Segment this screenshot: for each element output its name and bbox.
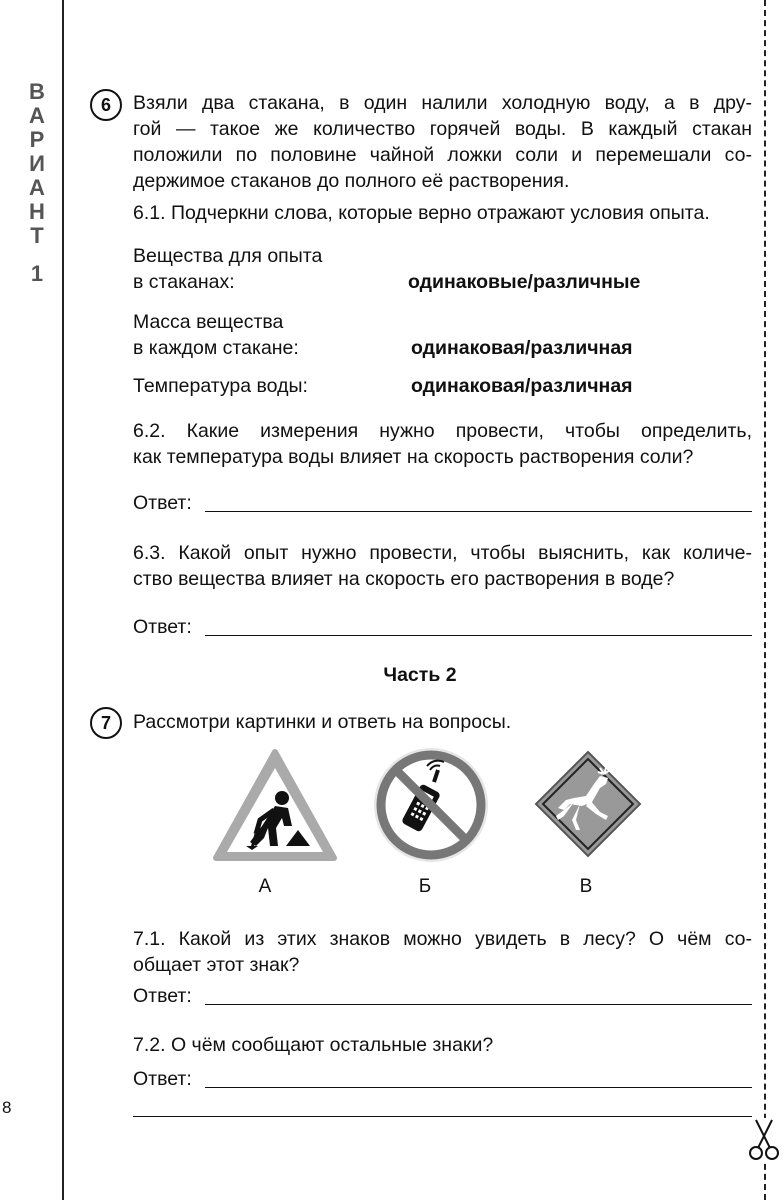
task-number-7: 7	[90, 707, 122, 739]
answer-line[interactable]	[133, 1116, 752, 1117]
answer-line[interactable]	[205, 511, 752, 512]
task6-intro-line: гой — такое же количество горячей воды. В каждый стакан	[133, 118, 752, 140]
variant-letter: И	[29, 151, 45, 176]
road-works-sign-icon	[212, 748, 338, 862]
question-6-3-line: 6.3. Какой опыт нужно провести, чтобы выяснить, как количе-	[133, 542, 752, 564]
no-mobile-phone-sign-icon	[372, 746, 490, 864]
answer-line[interactable]	[205, 635, 752, 636]
answer-label: Ответ:	[133, 616, 192, 638]
question-6-3-line: ство вещества влияет на скорость его растворения в воде?	[133, 568, 675, 590]
question-6-2-line: как температура воды влияет на скорость растворения соли?	[133, 446, 694, 468]
question-7-2: 7.2. О чём сообщают остальные знаки?	[133, 1034, 494, 1056]
question-7-1-line: 7.1. Какой из этих знаков можно увидеть в лесу? О чём со-	[133, 928, 752, 950]
variant-letter: Т	[30, 223, 44, 248]
task6-intro-line: Взяли два стакана, в один налили холодную воду, а в дру-	[133, 92, 752, 114]
question-6-2-line: 6.2. Какие измерения нужно провести, чтобы определить,	[133, 420, 752, 442]
variant-number: 1	[30, 261, 44, 286]
variant-letter: Р	[29, 127, 45, 152]
answer-options[interactable]: одинаковая/различная	[411, 337, 633, 359]
answer-line[interactable]	[205, 1087, 752, 1088]
answer-label: Ответ:	[133, 492, 192, 514]
row-label: Вещества для опыта	[133, 245, 323, 267]
cut-line	[764, 0, 766, 1200]
row-label: Температура воды:	[133, 375, 308, 397]
task6-intro-line: держимое стаканов до полного её растворения.	[133, 170, 570, 192]
variant-letter: Н	[29, 199, 45, 224]
page-number: 8	[2, 1098, 12, 1117]
answer-line[interactable]	[205, 1004, 752, 1005]
answer-label: Ответ:	[133, 985, 192, 1007]
sign-label-c: В	[579, 876, 593, 897]
question-7-1-line: общает этот знак?	[133, 954, 300, 976]
sign-label-b: Б	[418, 876, 432, 897]
margin-line	[62, 0, 64, 1200]
row-label: в стаканах:	[133, 271, 235, 293]
scissors-icon	[744, 1118, 784, 1162]
variant-letter: В	[29, 79, 45, 104]
task6-intro-line: положили по половине чайной ложки соли и перемешали со-	[133, 144, 752, 166]
part-title: Часть 2	[383, 664, 457, 686]
row-label: Масса вещества	[133, 311, 284, 333]
task7-intro: Рассмотри картинки и ответь на вопросы.	[133, 711, 512, 733]
answer-label: Ответ:	[133, 1068, 192, 1090]
variant-label	[20, 80, 54, 286]
sign-label-a: А	[258, 876, 272, 897]
answer-options[interactable]: одинаковая/различная	[411, 375, 633, 397]
row-label: в каждом стакане:	[133, 337, 299, 359]
question-6-1: 6.1. Подчеркни слова, которые верно отражают условия опыта.	[133, 202, 710, 224]
answer-options[interactable]: одинаковые/различные	[408, 271, 641, 293]
variant-letter: А	[29, 175, 45, 200]
deer-crossing-sign-icon	[534, 750, 642, 858]
variant-letter: А	[29, 103, 45, 128]
task-number-6: 6	[90, 89, 122, 121]
